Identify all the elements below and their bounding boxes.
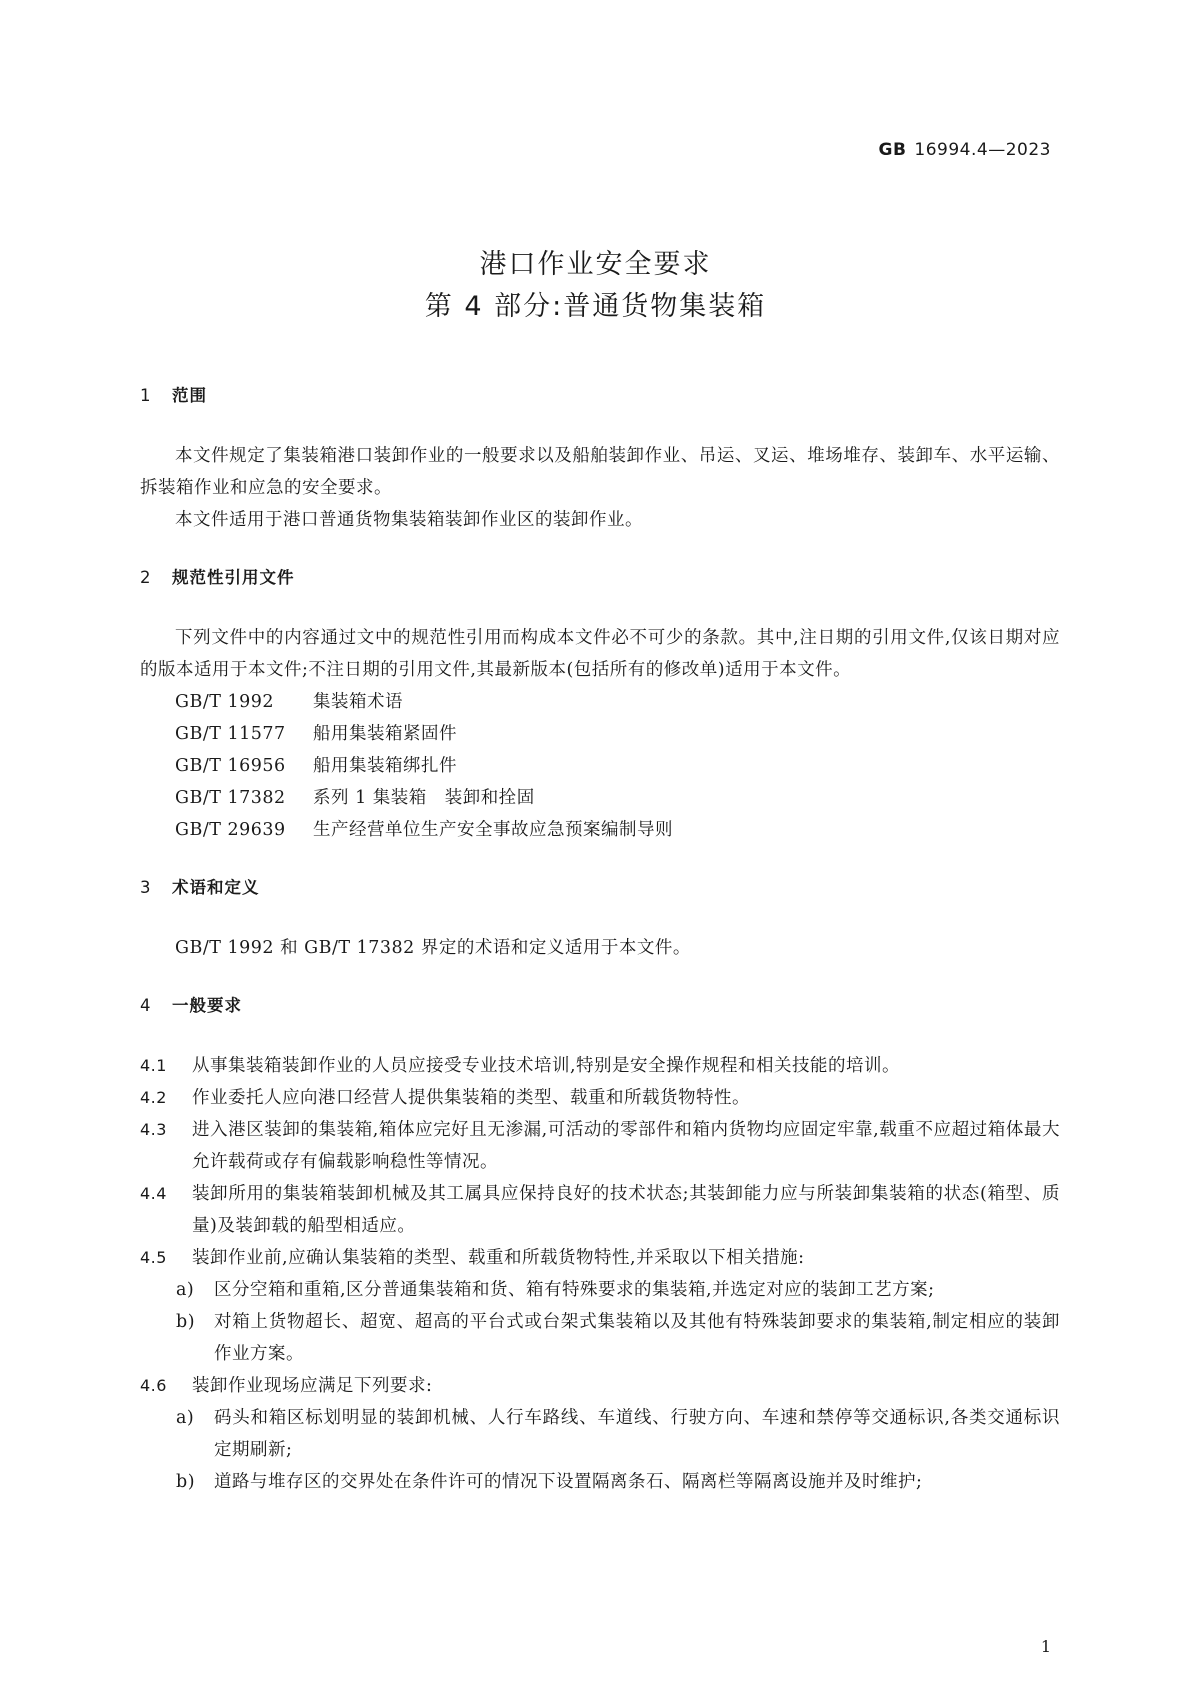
document-title: 港口作业安全要求 bbox=[479, 249, 712, 280]
standard-code bbox=[879, 140, 1052, 160]
standard-prefix: GB bbox=[878, 140, 907, 160]
list-item: b) 对箱上货物超长、超宽、超高的平台式或台架式集装箱以及其他有特殊装卸要求的集装箱,制定相应的装卸作业方案。 bbox=[176, 1312, 1060, 1364]
reference-item: GB/T 16956 船用集装箱绑扎件 bbox=[175, 756, 457, 776]
list-item: a) 区分空箱和重箱,区分普通集装箱和货、箱有特殊要求的集装箱,并选定对应的装卸工艺方案; bbox=[176, 1280, 935, 1300]
section-heading-scope: 1 范围 bbox=[140, 386, 207, 405]
section-references-body bbox=[140, 622, 1060, 846]
section-scope-body bbox=[140, 440, 1060, 536]
reference-item: GB/T 17382 系列 1 集装箱 装卸和拴固 bbox=[175, 788, 535, 808]
document-subtitle: 第 4 部分:普通货物集装箱 bbox=[424, 291, 767, 322]
document-body bbox=[140, 380, 1060, 1498]
clause-4-4: 4.4 装卸所用的集装箱装卸机械及其工属具应保持良好的技术状态;其装卸能力应与所装卸集装箱的状态(箱型、质量)及装卸载的船型相适应。 bbox=[140, 1184, 1060, 1236]
reference-item: GB/T 11577 船用集装箱紧固件 bbox=[175, 724, 457, 744]
paragraph: 本文件适用于港口普通货物集装箱装卸作业区的装卸作业。 bbox=[175, 510, 643, 530]
section-heading-general-requirements: 4 一般要求 bbox=[140, 996, 242, 1015]
section-general-requirements-body bbox=[140, 1050, 1060, 1498]
section-terms-body bbox=[140, 932, 1060, 964]
paragraph: 本文件规定了集装箱港口装卸作业的一般要求以及船舶装卸作业、吊运、叉运、堆场堆存、装卸车、水平运输、拆装箱作业和应急的安全要求。 bbox=[140, 446, 1060, 498]
reference-item: GB/T 29639 生产经营单位生产安全事故应急预案编制导则 bbox=[175, 820, 673, 840]
list-item: b) 道路与堆存区的交界处在条件许可的情况下设置隔离条石、隔离栏等隔离设施并及时维护; bbox=[176, 1472, 923, 1492]
clause-4-1: 4.1 从事集装箱装卸作业的人员应接受专业技术培训,特别是安全操作规程和相关技能的培训。 bbox=[140, 1056, 901, 1076]
clause-4-5: 4.5 装卸作业前,应确认集装箱的类型、载重和所载货物特性,并采取以下相关措施: bbox=[140, 1248, 805, 1268]
paragraph: 下列文件中的内容通过文中的规范性引用而构成本文件必不可少的条款。其中,注日期的引用文件,仅该日期对应的版本适用于本文件;不注日期的引用文件,其最新版本(包括所有的修改单)适用于本文件。 bbox=[140, 628, 1060, 680]
standard-number: 16994.4—2023 bbox=[914, 140, 1051, 160]
list-item: a) 码头和箱区标划明显的装卸机械、人行车路线、车道线、行驶方向、车速和禁停等交通标识,各类交通标识定期刷新; bbox=[176, 1408, 1060, 1460]
clause-4-2: 4.2 作业委托人应向港口经营人提供集装箱的类型、载重和所载货物特性。 bbox=[140, 1088, 750, 1108]
section-heading-normative-references: 2 规范性引用文件 bbox=[140, 568, 295, 587]
paragraph: GB/T 1992 和 GB/T 17382 界定的术语和定义适用于本文件。 bbox=[175, 938, 691, 958]
page-number: 1 bbox=[1040, 1637, 1051, 1656]
section-heading-terms: 3 术语和定义 bbox=[140, 878, 260, 897]
clause-4-3: 4.3 进入港区装卸的集装箱,箱体应完好且无渗漏,可活动的零部件和箱内货物均应固定牢靠,载重不应超过箱体最大允许载荷或存有偏载影响稳性等情况。 bbox=[140, 1120, 1060, 1172]
reference-item: GB/T 1992 集装箱术语 bbox=[175, 692, 403, 712]
clause-4-6: 4.6 装卸作业现场应满足下列要求: bbox=[140, 1376, 433, 1396]
